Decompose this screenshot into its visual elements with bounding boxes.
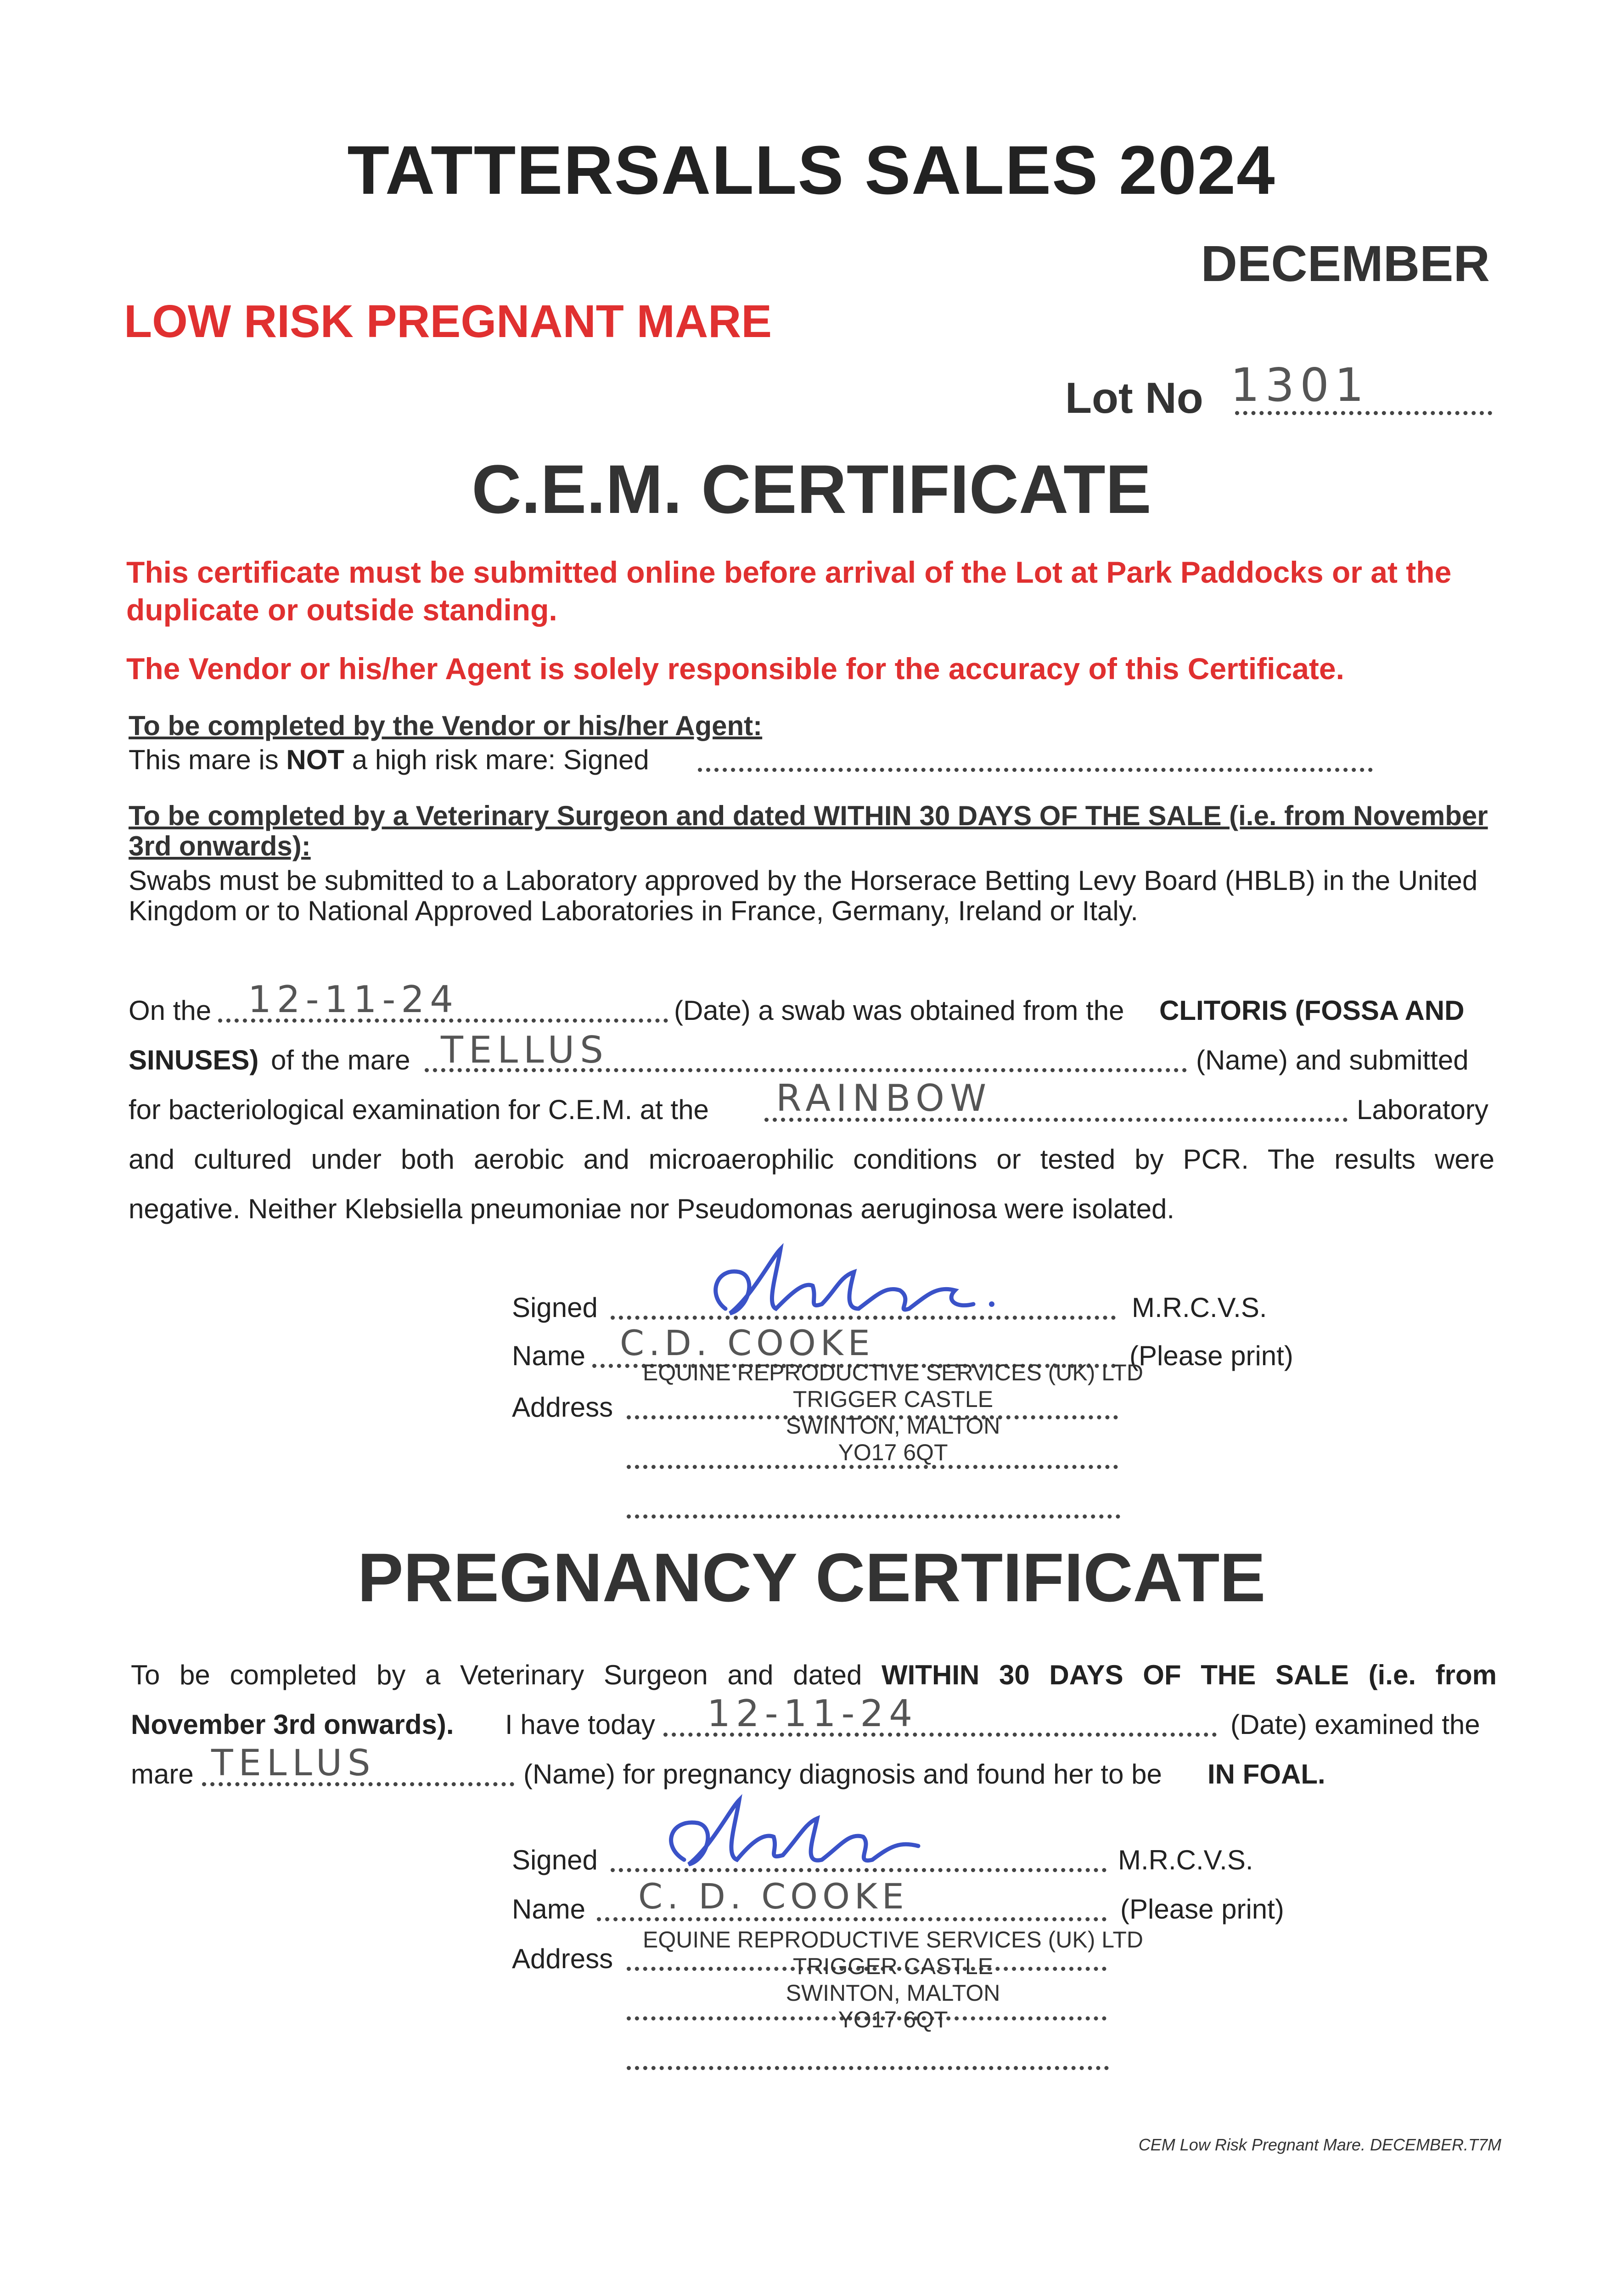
lot-number-label: Lot No <box>1065 374 1203 422</box>
pregnancy-certificate-title: PREGNANCY CERTIFICATE <box>357 1539 1266 1616</box>
pregnancy-line-3-text: (Name) for pregnancy diagnosis and found her to be <box>523 1759 1162 1790</box>
cem-mare-value: TELLUS <box>441 1029 609 1071</box>
lot-number-value: 1301 <box>1230 358 1370 412</box>
pregnancy-name-value: C. D. COOKE <box>638 1876 909 1917</box>
pregnancy-address-stamp-line: YO17 6QT <box>838 2007 948 2032</box>
pregnancy-signature-icon <box>652 1791 937 1878</box>
vet-section-heading: To be completed by a Veterinary Surgeon and dated WITHIN 30 DAYS OF THE SALE (i.e. from November 3rd onwards): <box>129 800 1488 861</box>
pregnancy-mare-label: mare <box>131 1759 194 1790</box>
pregnancy-line-2-text: I have today <box>505 1709 655 1740</box>
pregnancy-line-1-bold: WITHIN 30 DAYS OF THE SALE (i.e. from <box>882 1660 1497 1690</box>
bacteriological-label: for bacteriological examination for C.E.M. at the <box>129 1094 709 1125</box>
cem-address-stamp-line: EQUINE REPRODUCTIVE SERVICES (UK) LTD <box>643 1360 1143 1385</box>
cem-date-value: 12-11-24 <box>248 978 459 1021</box>
sale-month: DECEMBER <box>1201 236 1490 292</box>
document-title: TATTERSALLS SALES 2024 <box>347 131 1276 208</box>
cem-certificate-title: C.E.M. CERTIFICATE <box>472 450 1151 528</box>
vendor-declaration-post: a high risk mare: Signed <box>344 744 649 775</box>
cem-signed-label: Signed <box>512 1292 598 1323</box>
pregnancy-line-1 <box>131 1660 1497 1690</box>
laboratory-label: Laboratory <box>1357 1094 1488 1125</box>
cem-name-label: Name <box>512 1340 586 1371</box>
vendor-section-heading: To be completed by the Vendor or his/her Agent: <box>129 710 763 741</box>
cem-address-stamp-line: TRIGGER CASTLE <box>792 1386 994 1412</box>
vendor-declaration-pre: This mare is <box>129 744 286 775</box>
cem-address-line-3[interactable] <box>627 1514 1120 1519</box>
category-label: LOW RISK PREGNANT MARE <box>124 296 772 347</box>
on-the-label: On the <box>129 995 212 1026</box>
pregnancy-address-stamp <box>606 1926 1180 2033</box>
pregnancy-please-print: (Please print) <box>1120 1894 1284 1925</box>
cem-address-label: Address <box>512 1392 613 1423</box>
name-submitted-label: (Name) and submitted <box>1196 1045 1469 1075</box>
pregnancy-address-stamp-line: TRIGGER CASTLE <box>792 1953 994 1979</box>
pregnancy-address-stamp-line: SWINTON, MALTON <box>786 1980 1000 2006</box>
pregnancy-address-stamp-line: EQUINE REPRODUCTIVE SERVICES (UK) LTD <box>643 1927 1143 1953</box>
responsibility-warning: The Vendor or his/her Agent is solely responsible for the accuracy of this Certificate. <box>126 652 1344 686</box>
pregnancy-date-after: (Date) examined the <box>1230 1709 1480 1740</box>
cem-please-print: (Please print) <box>1129 1340 1293 1371</box>
swab-instructions: Swabs must be submitted to a Laboratory approved by the Horserace Betting Levy Board (HBLB) in the United Kingdom or to National Approved Laboratories in France, Germany, Ireland or Italy. <box>129 865 1478 926</box>
footer-reference: CEM Low Risk Pregnant Mare. DECEMBER.T7M <box>1138 2135 1501 2154</box>
cem-sinuses: SINUSES) <box>129 1045 259 1075</box>
pregnancy-date-value: 12-11-24 <box>707 1692 918 1735</box>
in-foal-result: IN FOAL. <box>1207 1759 1325 1790</box>
vendor-declaration-not: NOT <box>286 744 345 775</box>
pregnancy-line-1-text: To be completed by a Veterinary Surgeon and dated <box>131 1660 862 1690</box>
negative-line: negative. Neither Klebsiella pneumoniae nor Pseudomonas aeruginosa were isolated. <box>129 1193 1175 1224</box>
cem-lab-value: RAINBOW <box>776 1077 992 1120</box>
pregnancy-mare-value: TELLUS <box>211 1743 376 1784</box>
cem-address-stamp-line: SWINTON, MALTON <box>786 1413 1000 1439</box>
cem-date-after: (Date) a swab was obtained from the <box>674 995 1124 1026</box>
vendor-declaration <box>129 745 649 775</box>
pregnancy-line-2-bold: November 3rd onwards). <box>131 1709 454 1740</box>
pregnancy-signed-label: Signed <box>512 1845 598 1875</box>
cem-clitoris: CLITORIS (FOSSA AND <box>1159 995 1465 1026</box>
of-the-mare-label: of the mare <box>271 1045 410 1075</box>
pregnancy-address-line-3[interactable] <box>627 2066 1109 2070</box>
pregnancy-name-line[interactable] <box>597 1917 1106 1921</box>
pregnancy-name-label: Name <box>512 1894 586 1925</box>
cem-signature-icon <box>698 1240 1019 1327</box>
cem-address-stamp-line: YO17 6QT <box>838 1440 948 1465</box>
cem-mrcvs-label: M.R.C.V.S. <box>1132 1292 1267 1323</box>
cem-address-stamp <box>606 1359 1180 1466</box>
pregnancy-mrcvs-label: M.R.C.V.S. <box>1118 1845 1253 1875</box>
cultured-line: and cultured under both aerobic and microaerophilic conditions or tested by PCR. The results were <box>129 1144 1494 1175</box>
pregnancy-address-label: Address <box>512 1943 613 1974</box>
cem-name-value: C.D. COOKE <box>620 1322 875 1363</box>
vendor-signature-line[interactable] <box>698 768 1373 772</box>
submission-warning: This certificate must be submitted online before arrival of the Lot at Park Paddocks or at the duplicate or outside standing. <box>126 555 1452 627</box>
